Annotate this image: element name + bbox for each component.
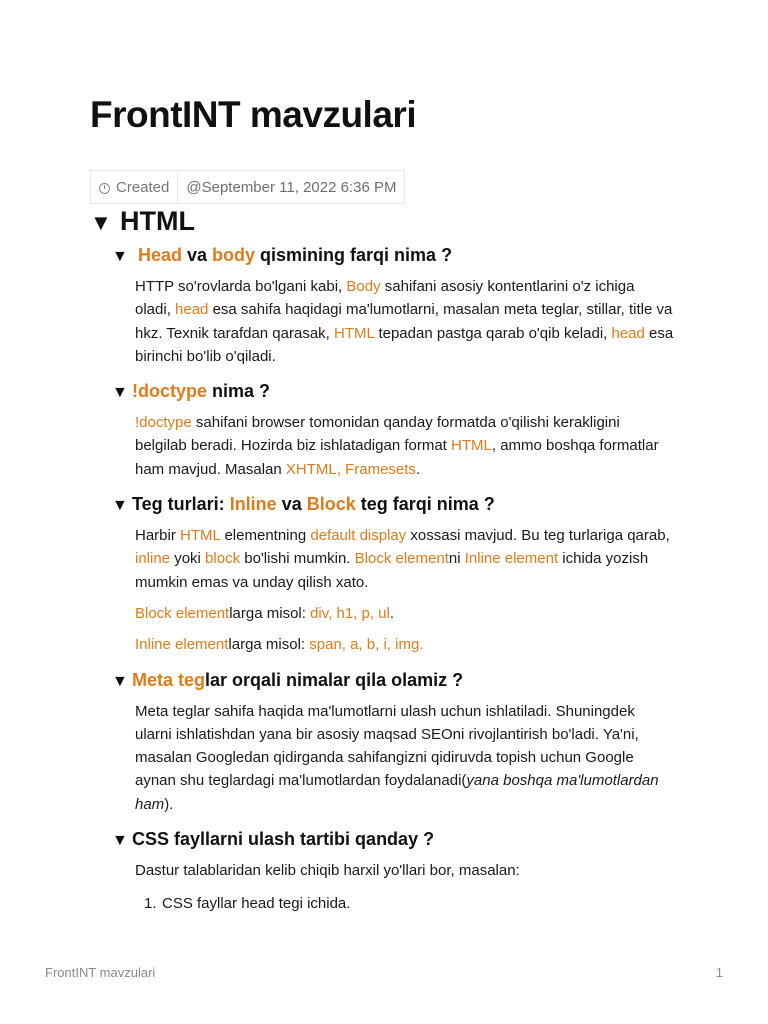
triangle-down-icon[interactable]: ▼ xyxy=(112,248,128,265)
footer-title: FrontINT mavzulari xyxy=(45,965,156,980)
triangle-down-icon[interactable]: ▼ xyxy=(112,672,128,690)
toggle-inline-block[interactable]: ▼ Teg turlari: Inline va Block teg farqi nima ? xyxy=(0,490,768,520)
created-property xyxy=(90,170,405,204)
paragraph: Inline elementlarga misol: span, a, b, i, img. xyxy=(135,636,424,654)
paragraph: Block elementlarga misol: div, h1, p, ul. xyxy=(135,604,395,622)
paragraph: Meta teglar sahifa haqida ma'lumotlarni ulash uchun ishlatiladi. Shuningdek ularni ishlatishdan yana bir asosiy maqsad SEOni rivojlantirish bo'ladi. Ya'ni, masalan Googledan qidirganda sahifangizni qidiruvda topish uchun Google aynan shu teglardagi ma'lumotlardan foydalanadi(yana boshqa ma'lumotlardan ham). xyxy=(135,702,659,813)
section-html-heading[interactable]: ▼ HTML xyxy=(90,206,195,236)
triangle-down-icon[interactable]: ▼ xyxy=(112,384,128,402)
toggle-css-linking[interactable]: ▼ CSS fayllarni ulash tartibi qanday ? xyxy=(0,825,768,855)
toggle-doctype[interactable]: ▼ !doctype nima ? xyxy=(0,377,768,407)
created-value: @September 11, 2022 6:36 PM xyxy=(186,178,397,196)
toggle-list xyxy=(0,240,768,915)
triangle-down-icon[interactable]: ▼ xyxy=(112,497,128,515)
paragraph: Dastur talablaridan kelib chiqib harxil yo'llari bor, masalan: xyxy=(135,862,520,880)
paragraph: Harbir HTML elementning default display xossasi mavjud. Bu teg turlariga qarab, inline yoki block bo'lishi mumkin. Block elementni Inline element ichida yozish mumkin emas va unday qilish xato. xyxy=(135,527,670,591)
paragraph: !doctype sahifani browser tomonidan qanday formatda o'qilishi kerakligini belgilab beradi. Hozirda biz ishlatadigan format HTML, ammo boshqa formatlar ham mavjud. Masalan XHTML, Framesets. xyxy=(135,414,659,478)
triangle-down-icon[interactable]: ▼ xyxy=(112,832,128,850)
triangle-down-icon[interactable]: ▼ xyxy=(90,210,112,235)
toggle-meta-tags[interactable]: ▼ Meta teglar orqali nimalar qila olamiz ? xyxy=(0,666,768,696)
created-label: Created xyxy=(116,178,170,196)
list-item: 1. CSS fayllar head tegi ichida. xyxy=(144,895,351,913)
toggle-head-body[interactable]: ▼ Head va body qismining farqi nima ? xyxy=(0,241,768,271)
page-title: FrontINT mavzulari xyxy=(90,94,417,135)
paragraph: HTTP so'rovlarda bo'lgani kabi, Body sahifani asosiy kontentlarini o'z ichiga oladi, head esa sahifa haqidagi ma'lumotlarni, masalan meta teglar, stillar, title va hkz. Texnik tarafdan qarasak, HTML tepadan pastga qarab o'qib keladi, head esa birinchi bo'lib o'qiladi. xyxy=(135,278,674,365)
clock-icon xyxy=(99,183,110,194)
created-key xyxy=(91,171,178,203)
page-number: 1 xyxy=(715,965,723,980)
